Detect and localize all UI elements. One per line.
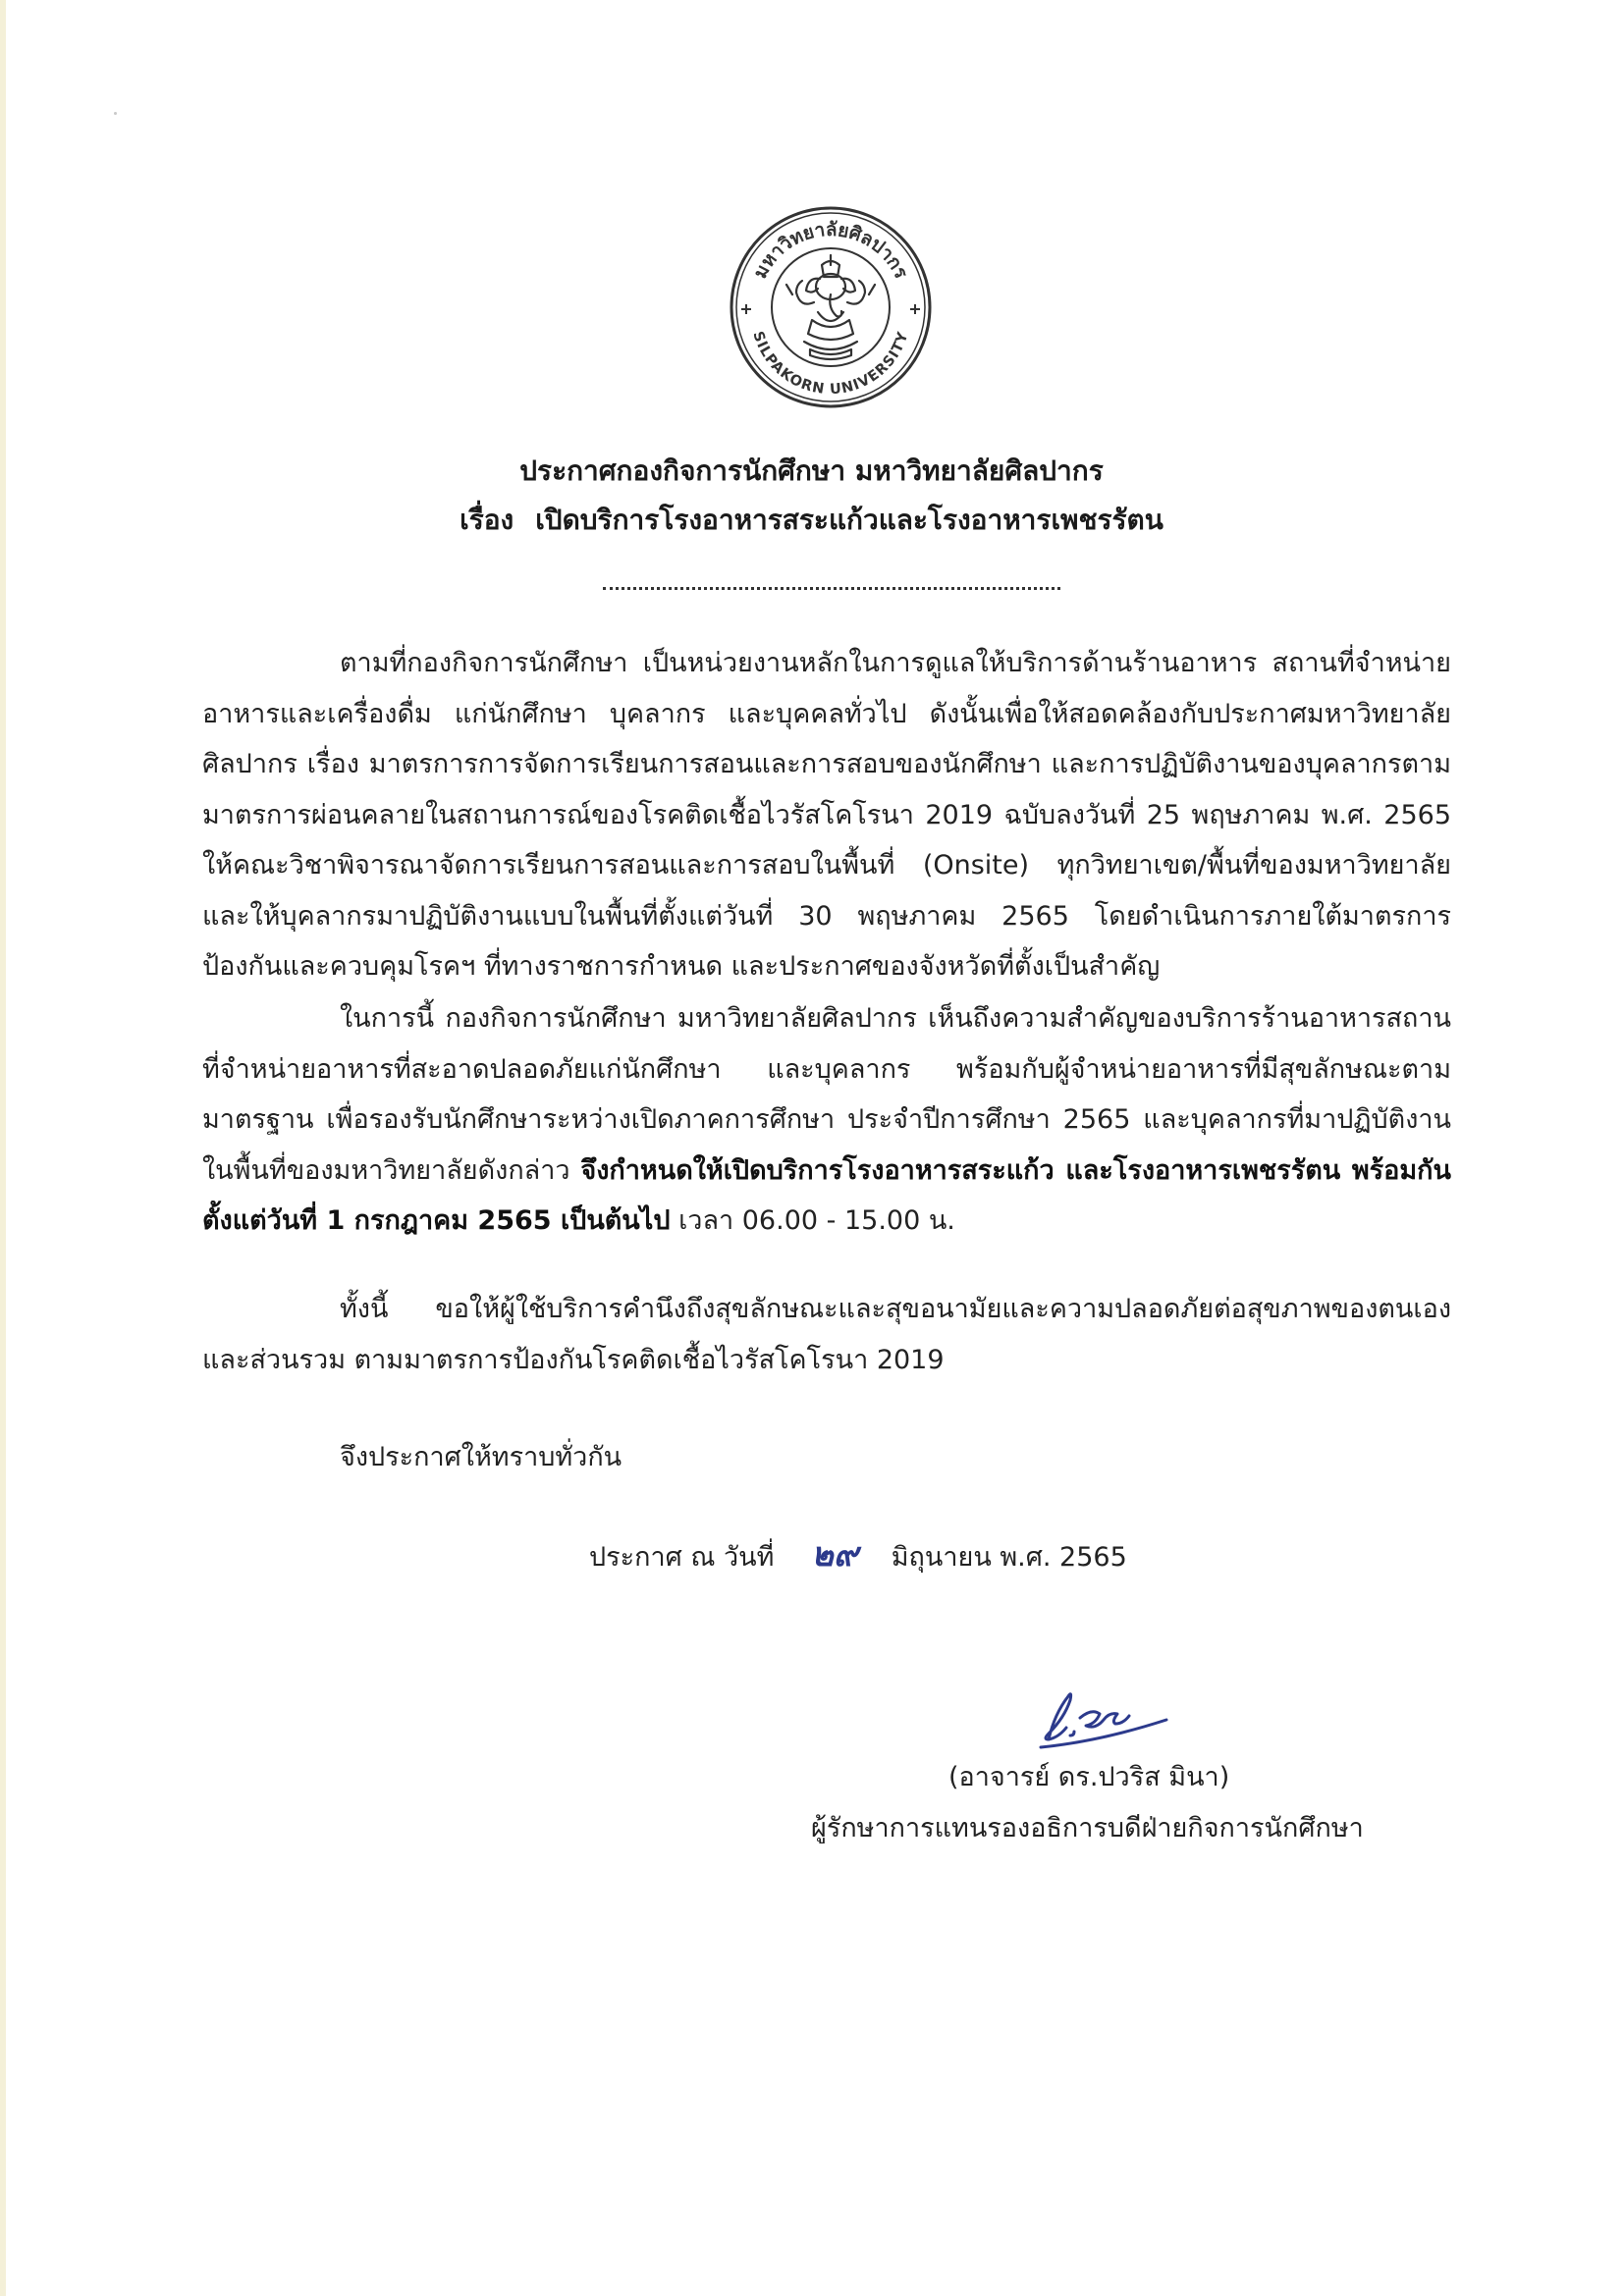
university-seal-logo <box>728 204 934 410</box>
date-day-handwritten: ๒๙ <box>811 1535 858 1575</box>
subject-text: เปิดบริการโรงอาหารสระแก้วและโรงอาหารเพชรรัตน <box>535 504 1163 536</box>
body-paragraph-2 <box>202 993 1451 1247</box>
announcement-subject <box>0 499 1623 542</box>
dotted-divider <box>603 587 1060 590</box>
subject-label: เรื่อง <box>460 504 514 536</box>
closing-line: จึงประกาศให้ทราบทั่วกัน <box>340 1442 622 1472</box>
signatory-title: ผู้รักษาการแทนรองอธิการบดีฝ่ายกิจการนักศึกษา <box>811 1813 1364 1843</box>
seal-bottom-text: SILPAKORN UNIVERSITY <box>749 329 912 399</box>
body-paragraph-3 <box>202 1284 1451 1385</box>
page-edge <box>0 0 6 2296</box>
body-paragraph-2-emphasis: จึงกำหนดให้เปิดบริการโรงอาหารสระแก้ว และโรงอาหารเพชรรัตน พร้อมกันตั้งแต่วันที่ 1 กรกฎาคม 2565 เป็นต้นไป <box>202 1154 1451 1236</box>
body-paragraph-3-text: ทั้งนี้ ขอให้ผู้ใช้บริการคำนึงถึงสุขลักษณะและสุขอนามัยและความปลอดภัยต่อสุขภาพของตนเองและส่วนรวม ตามมาตรการป้องกันโรคติดเชื้อไวรัสโคโรนา 2019 <box>202 1294 1451 1375</box>
announcement-date <box>589 1527 1127 1580</box>
body-paragraph-1-text: ตามที่กองกิจการนักศึกษา เป็นหน่วยงานหลักในการดูแลให้บริการด้านร้านอาหาร สถานที่จำหน่ายอาหารและเครื่องดื่ม แก่นักศึกษา บุคลากร และบุคคลทั่วไป ดังนั้นเพื่อให้สอดคล้องกับประกาศมหาวิทยาลัยศิลปากร เรื่อง มาตรการการจัดการเรียนการสอนและการสอบของนักศึกษา และการปฏิบัติงานของบุคลากรตามมาตรการผ่อนคลายในสถานการณ์ของโรคติดเชื้อไวรัสโคโรนา 2019 ฉบับลงวันที่ 25 พฤษภาคม พ.ศ. 2565 ให้คณะวิชาพิจารณาจัดการเรียนการสอนและการสอบในพื้นที่ (Onsite) ทุกวิทยาเขต/พื้นที่ของมหาวิทยาลัย และให้บุคลากรมาปฏิบัติงานแบบในพื้นที่ตั้งแต่วันที่ 30 พฤษภาคม 2565 โดยดำเนินการภายใต้มาตรการป้องกันและควบคุมโรคฯ ที่ทางราชการกำหนด และประกาศของจังหวัดที่ตั้งเป็นสำคัญ <box>202 648 1451 982</box>
handwritten-signature <box>1021 1679 1178 1757</box>
date-prefix: ประกาศ ณ วันที่ <box>589 1542 775 1573</box>
signatory-name: (อาจารย์ ดร.ปวริส มินา) <box>948 1762 1230 1792</box>
body-paragraph-1 <box>202 638 1451 992</box>
body-paragraph-2-text: ในการนี้ กองกิจการนักศึกษา มหาวิทยาลัยศิลปากร เห็นถึงความสำคัญของบริการร้านอาหารสถานที่จำหน่ายอาหารที่สะอาดปลอดภัยแก่นักศึกษา และบุคลากร พร้อมกับผู้จำหน่ายอาหารที่มีสุขลักษณะตามมาตรฐาน เพื่อรองรับนักศึกษาระหว่างเปิดภาคการศึกษา ประจำปีการศึกษา 2565 และบุคลากรที่มาปฏิบัติงานในพื้นที่ของมหาวิทยาลัยดังกล่าว <box>202 1003 1451 1186</box>
body-paragraph-2-time: เวลา 06.00 - 15.00 น. <box>678 1205 955 1236</box>
scan-speck <box>114 112 117 115</box>
seal-top-text: มหาวิทยาลัยศิลปากร <box>749 218 912 283</box>
date-suffix: มิถุนายน พ.ศ. 2565 <box>891 1542 1127 1573</box>
announcement-title: ประกาศกองกิจการนักศึกษา มหาวิทยาลัยศิลปากร <box>519 454 1104 487</box>
